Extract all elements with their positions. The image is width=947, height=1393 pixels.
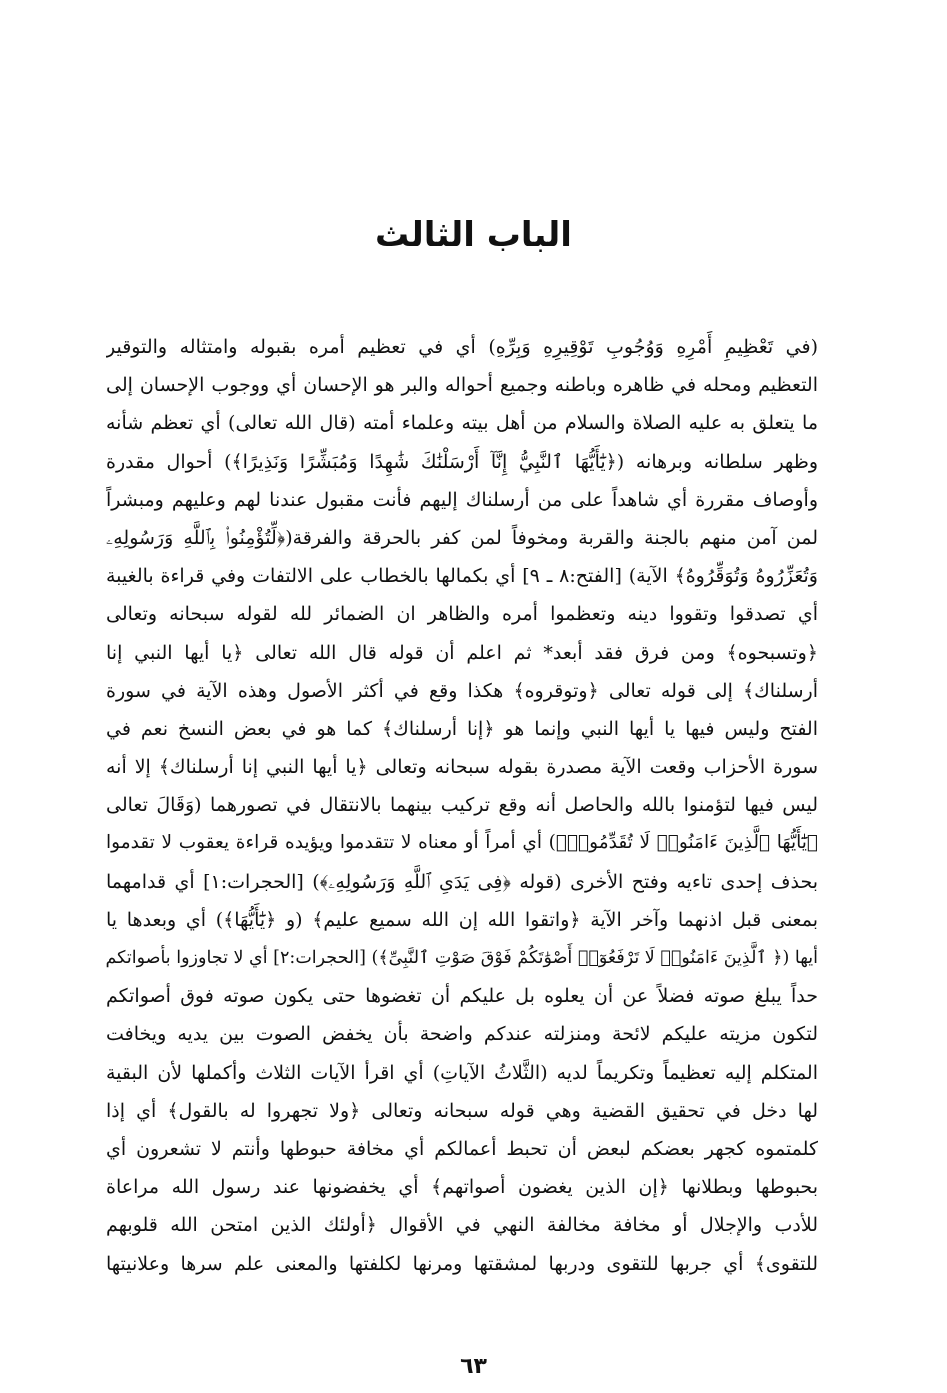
text-line: لها دخل في تحقيق القضية وهي قوله سبحانه وتعالى ﴿ولا تجهروا له بالقول﴾ أي إذا	[106, 1099, 818, 1122]
text-line: المتكلم إليه تعظيماً وتكريماً لديه (الثَّلاثُ الآياتِ) أي اقرأ الآيات الثلاث وأكملها لأن البقية	[106, 1061, 818, 1084]
text-line: لتكون مزيته عليكم لائحة ومنزلته عندكم واضحة بأن يخفض الصوت بين يديه ويخافت	[106, 1023, 818, 1046]
text-line: أيها (﴿ ٱلَّذِينَ ءَامَنُوا۟ لَا تَرْفَعُوٓا۟ أَصْوَٰتَكُمْ فَوْقَ صَوْتِ ٱلنَّبِىِّ﴾) [الحجرات:٢] أي لا تجاوزوا بأصواتكم	[106, 948, 818, 968]
text-line: وأوصاف مقررة أي شاهداً على من أرسلناك إليهم فأنت مقبول عندنا لهم وعليهم ومبشراً	[106, 488, 818, 511]
text-line: سورة الأحزاب وقعت الآية مصدرة بقوله سبحانه وتعالى ﴿يا أيها النبي إنا أرسلناك﴾ إلا أنه	[106, 756, 818, 779]
text-line: الفتح وليس فيها يا أيها النبي وإنما هو ﴿إنا أرسلناك﴾ كما هو في بعض النسخ نعم في	[106, 717, 818, 740]
text-line: بمعنى قبل اذنهما وآخر الآية ﴿واتقوا الله إن الله سميع عليم﴾ (و ﴿يَٰٓأَيُّهَا﴾) أي وبعدها يا	[106, 908, 818, 931]
page-number: ٦٣	[460, 1354, 487, 1379]
text-line: بحذف إحدى تاءيه وفتح الأخرى (قوله ﴿فِى يَدَىِ ٱللَّهِ وَرَسُولِهِۦ﴾) [الحجرات:١] أي قدامهما	[106, 870, 818, 893]
text-line: أرسلناك﴾ إلى قوله تعالى ﴿وتوقروه﴾ هكذا وقع في أكثر الأصول وهذه الآية في سورة	[106, 679, 818, 702]
text-line: ﴿يَٰٓأَيُّهَا ٱلَّذِينَ ءَامَنُوا۟ لَا تُقَدِّمُوا۟﴾) أي أمراً أو معناه لا تتقدموا ويؤيده قراءة يعقوب لا تقدموا	[106, 832, 818, 854]
text-line: ما يتعلق به عليه الصلاة والسلام من أهل بيته وعلماء أمته (قال الله تعالى) أي تعظم شأنه	[106, 412, 818, 435]
chapter-title: الباب الثالث	[375, 215, 572, 255]
text-line: لمن آمن منهم بالجنة والقربة ومخوفاً لمن كفر بالحرقة والفرقة(﴿لِّتُؤْمِنُوا۟ بِٱللَّهِ وَرَسُولِهِۦ	[106, 526, 818, 549]
text-line: للتقوى﴾ أي جربها للتقوى ودربها لمشقتها ومرنها لكلفتها والمعنى علم سرها وعلانيتها	[106, 1252, 818, 1275]
text-line: للأدب والإجلال أو مخافة مخالفة النهي في الأقوال ﴿أولئك الذين امتحن الله قلوبهم	[106, 1214, 818, 1237]
text-line: كلمتموه كجهر بعضكم لبعض أن تحبط أعمالكم أي مخافة حبوطها وأنتم لا تشعرون أي	[106, 1137, 818, 1160]
text-line: وظهر سلطانه وبرهانه (﴿يَٰٓأَيُّهَا ٱلنَّبِيُّ إِنَّآ أَرْسَلْنَٰكَ شَٰهِدًا وَمُبَشِّرًا وَنَذِيرًا﴾) أحوال مقدرة	[106, 450, 818, 473]
text-line: ﴿وتسبحوه﴾ ومن فرق فقد أبعد* ثم اعلم أن قوله قال الله تعالى ﴿يا أيها النبي إنا	[106, 641, 818, 664]
text-line: ليس فيها لتؤمنوا بالله والحاصل أنه وقع تركيب بينهما بالانتقال في تصورهما (وَقَالَ تعالى	[106, 794, 818, 817]
text-line: حداً يبلغ صوته فضلاً عن أن يعلوه بل عليكم أن تغضوها حتى يكون صوته فوق أصواتكم	[106, 985, 818, 1008]
text-line: أي تصدقوا وتقووا دينه وتعظموا أمره والظاهر ان الضمائر لله لقوله سبحانه وتعالى	[106, 603, 818, 626]
text-line: التعظيم ومحله في ظاهره وباطنه وجميع أحواله والبر هو الإحسان أي ووجوب الإحسان إلى	[106, 374, 818, 397]
text-line: بحبوطها وبطلانها ﴿إن الذين يغضون أصواتهم﴾ أي يخفضونها عند رسول الله مراعاة	[106, 1176, 818, 1199]
body-text	[106, 328, 818, 1283]
text-line: وَتُعَزِّرُوهُ وَتُوَقِّرُوهُ﴾ الآية) [الفتح:٨ ـ ٩] أي بكمالها بالخطاب على الالتفات وفي قراءة بالغيبة	[106, 565, 818, 588]
text-line: (في تَعْظِيمِ أَمْرِهِ وَوُجُوبِ تَوْقِيرِهِ وَبِرِّهِ) أي في تعظيم أمره بقبوله وامتثاله والتوقير	[106, 336, 818, 358]
